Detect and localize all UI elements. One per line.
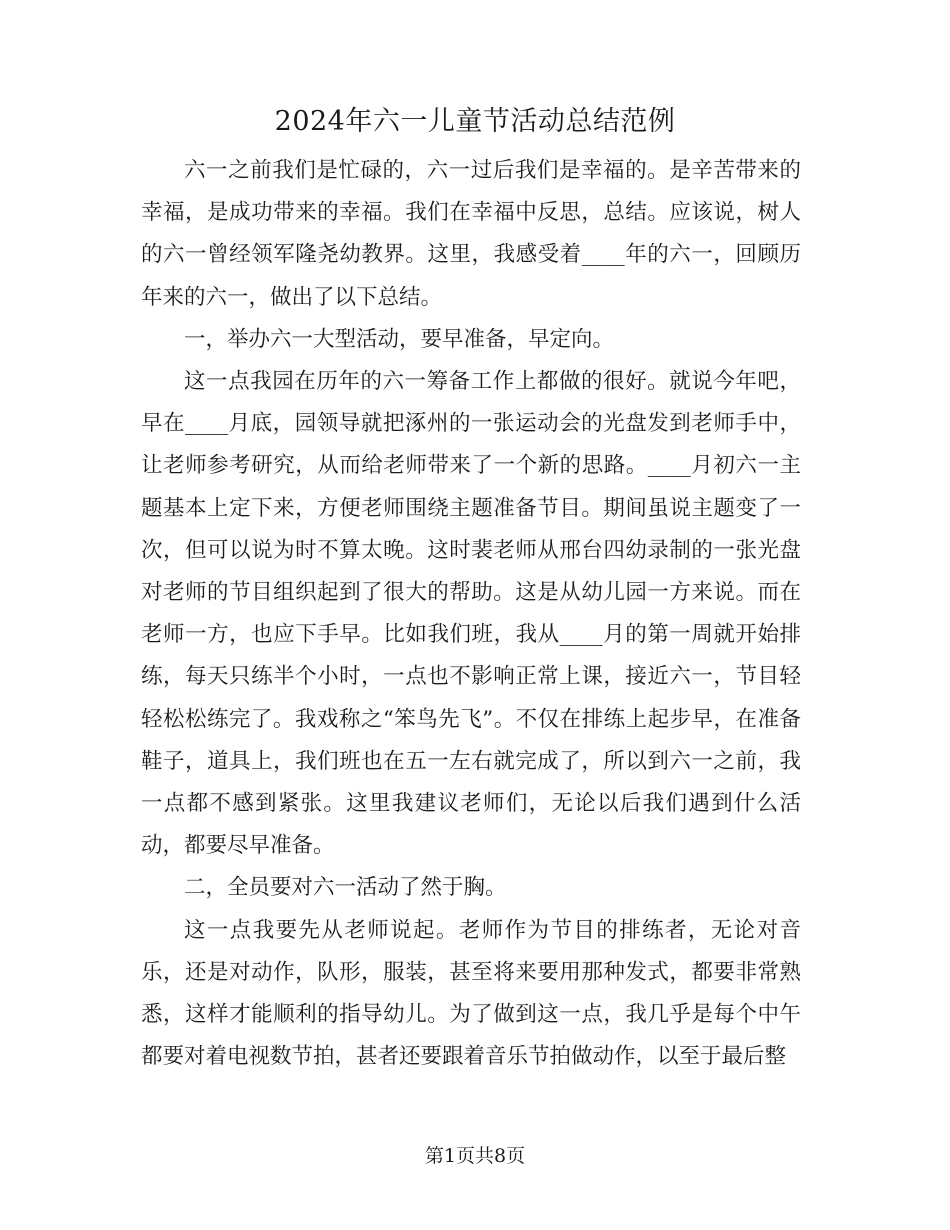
document-title: 2024年六一儿童节活动总结范例 (274, 106, 676, 137)
paragraph-section-2: 这一点我要先从老师说起。老师作为节目的排练者，无论对音乐，还是对动作，队形，服装，甚至将来要用那种发式，都要非常熟悉，这样才能顺利的指导幼儿。为了做到这一点，我几乎是每个中午都要对着电视数节拍，甚者还要跟着音乐节拍做动作，以至于最后整 (141, 917, 801, 1070)
paragraph-intro: 六一之前我们是忙碌的，六一过后我们是幸福的。是辛苦带来的幸福，是成功带来的幸福。我们在幸福中反思，总结。应该说，树人的六一曾经领军隆尧幼教界。这里，我感受着____年的六一，回顾历年来的六一，做出了以下总结。 (141, 158, 801, 310)
section-heading-1: 一，举办六一大型活动，要早准备，早定向。 (184, 326, 615, 352)
page-number: 第1页共8页 (424, 1145, 526, 1167)
paragraph-section-1: 这一点我园在历年的六一筹备工作上都做的很好。就说今年吧，早在____月底，园领导就把涿州的一张运动会的光盘发到老师手中，让老师参考研究，从而给老师带来了一个新的思路。____月初六一主题基本上定下来，方便老师围绕主题准备节目。期间虽说主题变了一次，但可以说为时不算太晚。这时裴老师从邢台四幼录制的一张光盘对老师的节目组织起到了很大的帮助。这是从幼儿园一方来说。而在老师一方，也应下手早。比如我们班，我从____月的第一周就开始排练，每天只练半个小时，一点也不影响正常上课，接近六一，节目轻轻松松练完了。我戏称之“笨鸟先飞”。不仅在排练上起步早，在准备鞋子，道具上，我们班也在五一左右就完成了，所以到六一之前，我一点都不感到紧张。这里我建议老师们，无论以后我们遇到什么活动，都要尽早准备。 (141, 369, 801, 859)
document-body (141, 150, 801, 1078)
section-heading-2: 二，全员要对六一活动了然于胸。 (184, 875, 507, 901)
